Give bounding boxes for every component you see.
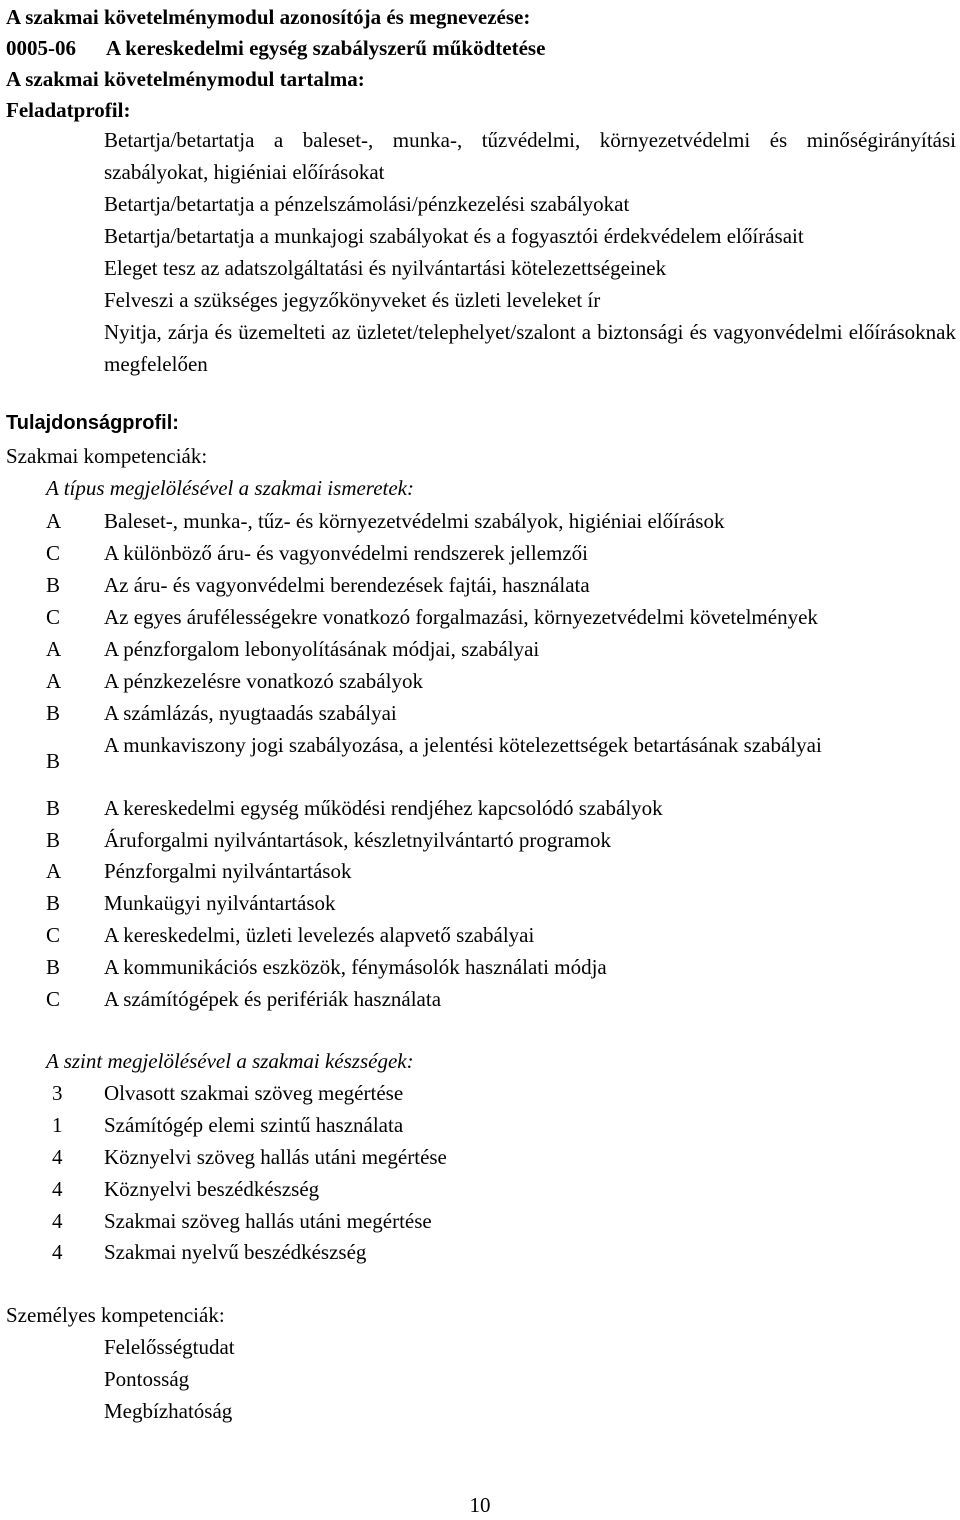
knowledge-type: B <box>46 828 61 852</box>
knowledge-text: A kereskedelmi egység működési rendjéhez kapcsolódó szabályok <box>104 796 663 820</box>
task-item: Betartja/betartatja a baleset-, munka-, tűzvédelmi, környezetvédelmi és minőségirányítási szabályokat, higiéniai előírásokat <box>104 128 956 184</box>
knowledge-text: Az egyes árufélességekre vonatkozó forgalmazási, környezetvédelmi követelmények <box>104 605 818 629</box>
module-code-line <box>6 33 545 63</box>
knowledge-type: B <box>46 796 61 820</box>
task-profile-heading: Feladatprofil: <box>6 98 131 122</box>
skill-text: Köznyelvi beszédkészség <box>104 1177 320 1201</box>
knowledge-heading: A típus megjelölésével a szakmai ismeretek: <box>46 476 414 500</box>
module-name: A kereskedelmi egység szabályszerű működtetése <box>106 36 546 60</box>
skills-heading: A szint megjelölésével a szakmai készségek: <box>46 1049 414 1073</box>
module-title-line: A szakmai követelménymodul azonosítója és megnevezése: <box>6 5 531 29</box>
skill-level: 1 <box>52 1113 63 1137</box>
knowledge-type: A <box>46 859 62 883</box>
task-item: Betartja/betartatja a pénzelszámolási/pénzkezelési szabályokat <box>104 192 630 216</box>
knowledge-type: A <box>46 637 62 661</box>
skill-text: Szakmai szöveg hallás utáni megértése <box>104 1209 432 1233</box>
knowledge-text: A munkaviszony jogi szabályozása, a jelentési kötelezettségek betartásának szabályai <box>104 733 822 757</box>
task-item: Betartja/betartatja a munkajogi szabályokat és a fogyasztói érdekvédelem előírásait <box>104 224 804 248</box>
task-item: Nyitja, zárja és üzemelteti az üzletet/telephelyet/szalont a biztonsági és vagyonvédelmi előírásoknak megfelelően <box>104 320 956 376</box>
content-heading: A szakmai követelménymodul tartalma: <box>6 67 365 91</box>
knowledge-text: Baleset-, munka-, tűz- és környezetvédelmi szabályok, higiéniai előírások <box>104 509 725 533</box>
personal-competencies-heading: Személyes kompetenciák: <box>6 1303 225 1327</box>
skill-level: 4 <box>52 1209 63 1233</box>
knowledge-text: A számlázás, nyugtaadás szabályai <box>104 701 397 725</box>
property-profile-heading: Tulajdonságprofil: <box>6 412 179 434</box>
knowledge-type: C <box>46 541 61 565</box>
knowledge-type: B <box>46 573 61 597</box>
task-item: Eleget tesz az adatszolgáltatási és nyilvántartási kötelezettségeinek <box>104 256 667 280</box>
page-number: 10 <box>469 1493 491 1517</box>
knowledge-type: B <box>46 749 61 773</box>
personal-item: Megbízhatóság <box>104 1399 233 1423</box>
skill-level: 4 <box>52 1145 63 1169</box>
skill-level: 4 <box>52 1177 63 1201</box>
skill-text: Szakmai nyelvű beszédkészség <box>104 1240 367 1264</box>
knowledge-text: Az áru- és vagyonvédelmi berendezések fajtái, használata <box>104 573 590 597</box>
knowledge-type: C <box>46 923 61 947</box>
knowledge-text: A kereskedelmi, üzleti levelezés alapvető szabályai <box>104 923 535 947</box>
knowledge-text: Munkaügyi nyilvántartások <box>104 891 336 915</box>
knowledge-text: Áruforgalmi nyilvántartások, készletnyilvántartó programok <box>104 828 611 852</box>
knowledge-type: C <box>46 605 61 629</box>
knowledge-text: A különböző áru- és vagyonvédelmi rendszerek jellemzői <box>104 541 589 565</box>
task-item: Felveszi a szükséges jegyzőkönyveket és üzleti leveleket ír <box>104 288 601 312</box>
module-code: 0005-06 <box>6 36 76 60</box>
skill-text: Számítógép elemi szintű használata <box>104 1113 404 1137</box>
knowledge-text: A pénzforgalom lebonyolításának módjai, szabályai <box>104 637 540 661</box>
skill-text: Olvasott szakmai szöveg megértése <box>104 1081 404 1105</box>
skill-text: Köznyelvi szöveg hallás utáni megértése <box>104 1145 447 1169</box>
knowledge-text: A pénzkezelésre vonatkozó szabályok <box>104 669 423 693</box>
knowledge-type: A <box>46 669 62 693</box>
professional-competencies-heading: Szakmai kompetenciák: <box>6 444 208 468</box>
knowledge-type: B <box>46 891 61 915</box>
personal-item: Pontosság <box>104 1367 190 1391</box>
personal-item: Felelősségtudat <box>104 1335 235 1359</box>
skill-level: 4 <box>52 1240 63 1264</box>
knowledge-type: B <box>46 955 61 979</box>
knowledge-text: Pénzforgalmi nyilvántartások <box>104 859 352 883</box>
knowledge-type: C <box>46 987 61 1011</box>
knowledge-type: A <box>46 509 62 533</box>
knowledge-text: A kommunikációs eszközök, fénymásolók használati módja <box>104 955 607 979</box>
skill-level: 3 <box>52 1081 63 1105</box>
knowledge-type: B <box>46 701 61 725</box>
knowledge-text: A számítógépek és perifériák használata <box>104 987 442 1011</box>
